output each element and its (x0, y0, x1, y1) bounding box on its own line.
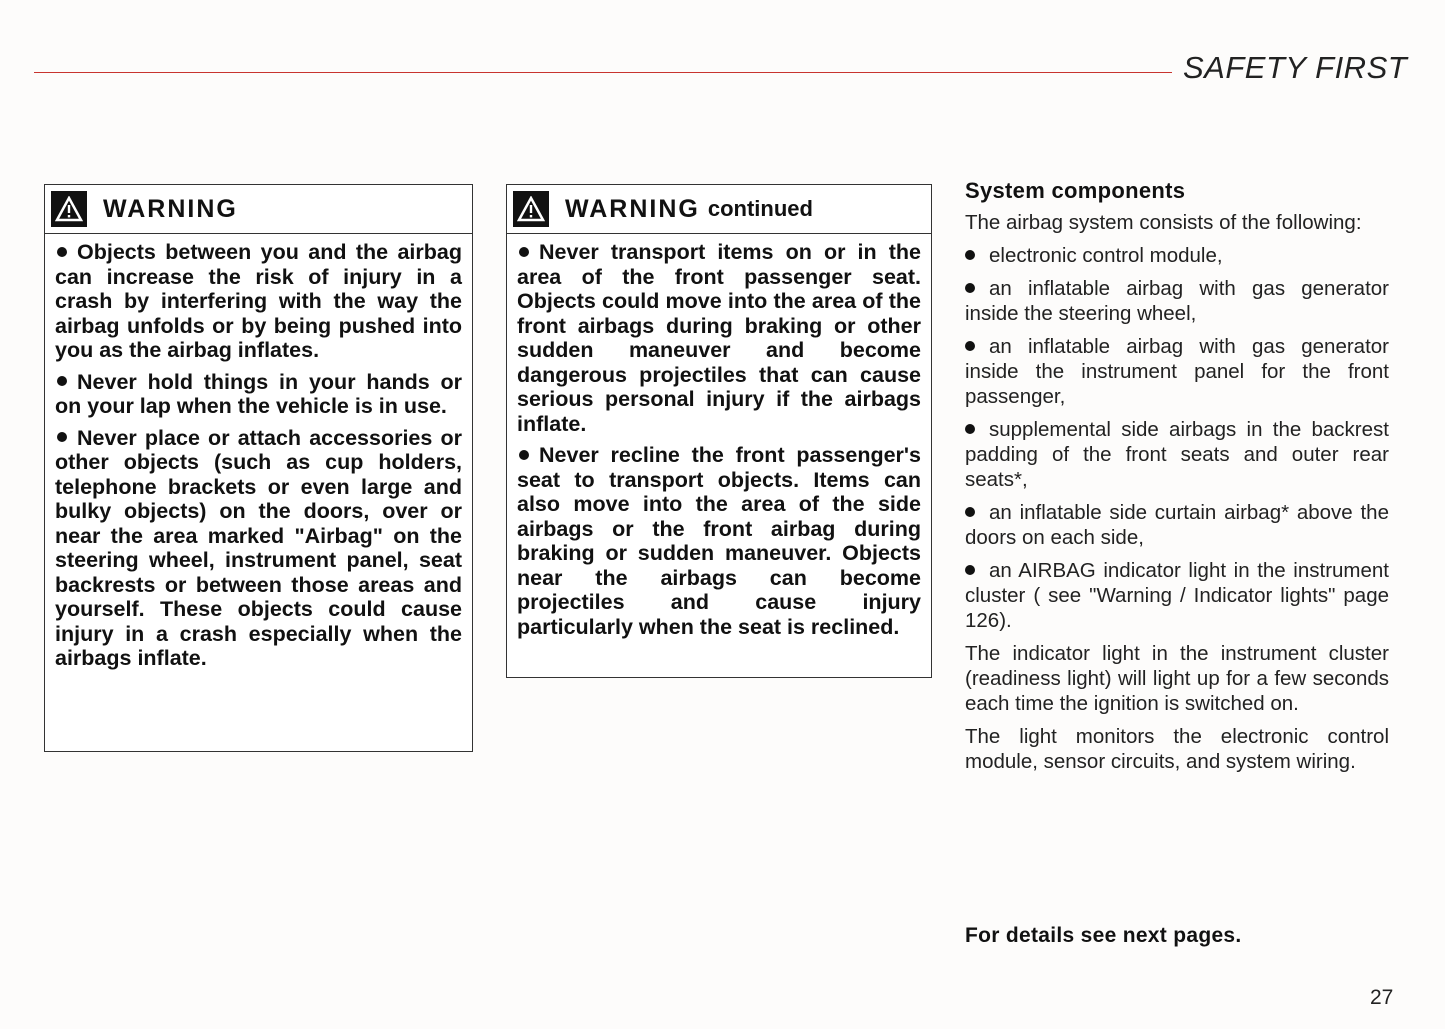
bullet-icon (965, 507, 975, 517)
list-item: an AIRBAG indicator light in the instrument cluster ( see "Warning / Indicator lights" page 126). (965, 559, 1389, 632)
bullet-icon (965, 250, 975, 260)
list-item: electronic control module, (965, 243, 1389, 268)
bullet-icon (57, 376, 67, 386)
warning-box-1 (44, 184, 473, 752)
list-item: an inflatable side curtain airbag* above the doors on each side, (965, 501, 1389, 549)
list-item: supplemental side airbags in the backrest padding of the front seats and outer rear seats*, (965, 418, 1389, 491)
warning-paragraph: Objects between you and the airbag can increase the risk of injury in a crash by interfering with the way the airbag unfolds or by being pushed into you as the airbag inflates. (55, 240, 462, 362)
monitor-paragraph: The light monitors the electronic control module, sensor circuits, and system wiring. (965, 725, 1389, 773)
warning-triangle-icon (513, 191, 549, 227)
header-rule (34, 72, 1172, 73)
warning-continued-label: continued (707, 196, 813, 221)
warning-header (507, 185, 931, 234)
warning-paragraph: Never place or attach accessories or other objects (such as cup holders, telephone brackets or even large and bulky objects) on the doors, over or near the area marked "Airbag" on the steering wheel, instrument panel, seat backrests or between those areas and yourself. These objects could cause injury in a crash especially when the airbags inflate. (55, 425, 462, 670)
system-intro: The airbag system consists of the following: (965, 211, 1362, 234)
bullet-icon (519, 450, 529, 460)
warning-body (45, 234, 472, 671)
system-heading: System components (965, 178, 1186, 203)
bullet-icon (519, 247, 529, 257)
footer-note: For details see next pages. (965, 924, 1242, 947)
system-components-section (965, 178, 1389, 782)
warning-body (507, 234, 931, 639)
page-number: 27 (1370, 986, 1394, 1009)
warning-box-2 (506, 184, 932, 678)
bullet-icon (57, 247, 67, 257)
bullet-icon (965, 341, 975, 351)
warning-triangle-icon (51, 191, 87, 227)
list-item: an inflatable airbag with gas generator inside the steering wheel, (965, 277, 1389, 325)
bullet-icon (965, 565, 975, 575)
warning-paragraph: Never transport items on or in the area of the front passenger seat. Objects could move into the area of the front airbags during braking or other sudden maneuver and become dangerous projectiles that can cause serious personal injury if the airbags inflate. (517, 240, 921, 436)
bullet-icon (57, 432, 67, 442)
warning-paragraph: Never recline the front passenger's seat to transport objects. Items can also move into the area of the side airbags or the front airbag during braking or sudden maneuver. Objects near the airbags can become projectiles and cause injury particularly when the seat is reclined. (517, 443, 921, 639)
bullet-icon (965, 283, 975, 293)
warning-title: WARNING (103, 194, 238, 223)
bullet-icon (965, 424, 975, 434)
warning-header (45, 185, 472, 234)
list-item: an inflatable airbag with gas generator inside the instrument panel for the front passenger, (965, 335, 1389, 408)
warning-title: WARNING (565, 194, 700, 223)
section-title: SAFETY FIRST (1183, 50, 1408, 85)
warning-paragraph: Never hold things in your hands or on your lap when the vehicle is in use. (55, 369, 462, 418)
indicator-paragraph: The indicator light in the instrument cluster (readiness light) will light up for a few seconds each time the ignition is switched on. (965, 642, 1389, 715)
